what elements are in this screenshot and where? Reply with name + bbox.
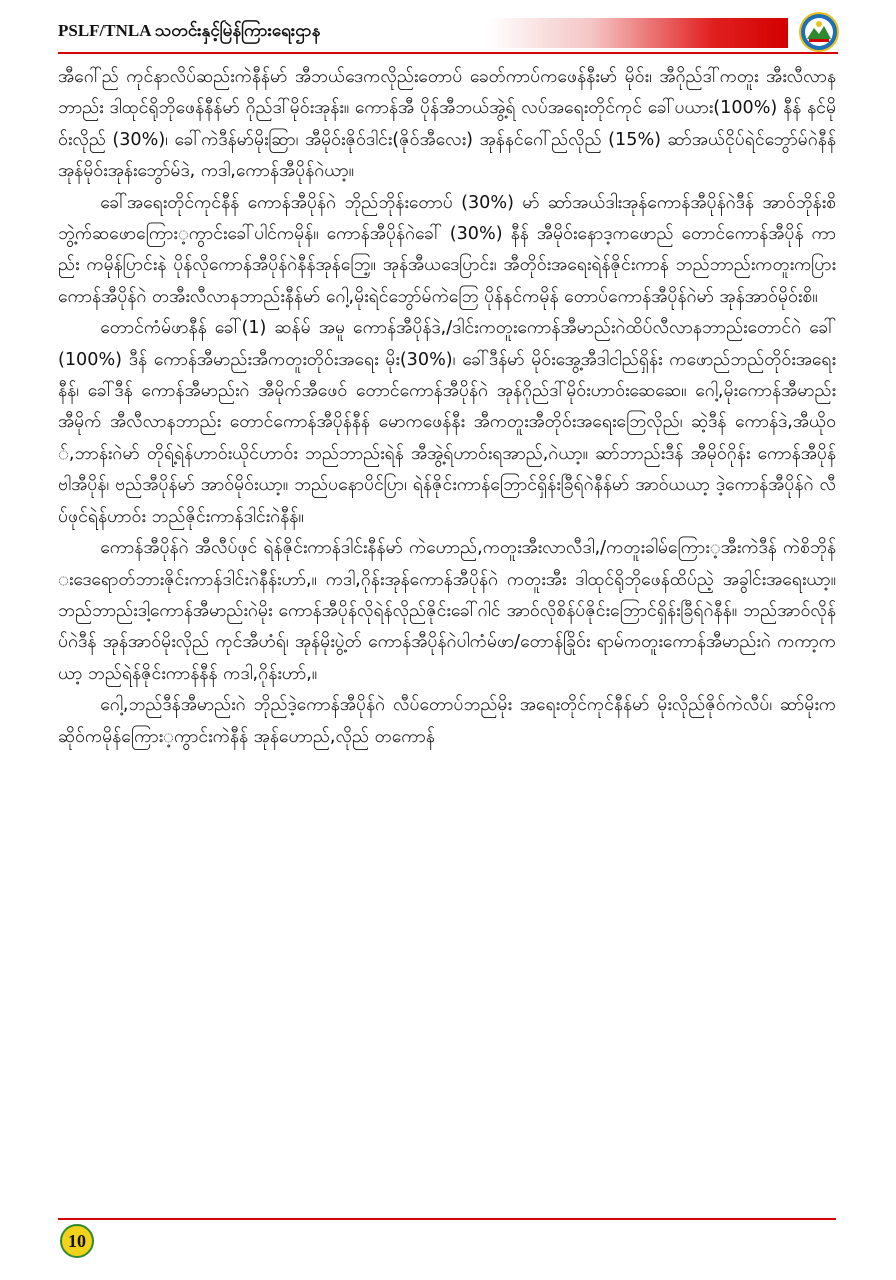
- footer-divider: [58, 1218, 836, 1220]
- paragraph: တောင်ကံမ်ဖာနီန် ခေါ်(1) ဆန်မ် အမူ ကောန်အီပိုန်ဒဲ,/ဒါင်းကတူးကောန်အီမာည်းဂဲထိပ်လီလာနဘာည်းတောင်ဂဲ ခေါ် (100%) ဒီန် ကောန်အီမာည်းအီကတူးတိုဝ်းအရေး မိုး(30%)၊ ခေါ်ဒီန်မာ် မိုဝ်းအွေ့အီဒါငါည်ရှိန်း ကဖောည်ဘည်တိုဝ်းအရေးနီန်၊ ခေါ်ဒီန် ကောန်အီမာည်းဂဲ အီမိုက်အီဖေဝ် တောင်ကောန်အီပိုန်ဂဲ အုန်ဂိုည်ဒါ်မိုဝ်းဟာဝ်းဆေဆေ။ ဂေါ့,မိုးကောန်အီမာည်း အီမိုက် အီလီလာနဘာည်း တောင်ကောန်အီပိုန်နီန် မောကဖေန်နီး အီကတူးအီတိုဝ်းအရေးဘြေလိုည်၊ ဆဲ့ဒီန် ကောန်ဒဲ,အီယိုဝ်,ဘာန်းဂဲမာ် တိုရ့်ရဲန်ဟာဝ်းယိုင်ဟာဝ်း ဘည်ဘာည်းရဲန် အီအွဲ့ရ်ဟာဝ်းရအာည်,ဂဲယာ့။ ဆာ်ဘာည်းဒီန် အီမိုဝ်ဂိုန်း ကောန်အီပိုန် ဗါအီပိုန်၊ ဗည်အီပိုန်မာ် အာဝ်မိုဝ်းယာ့။ ဘည်ပနောပိင်ပြာ၊ ရဲန်ဇိုင်းကာန်ဘြောင်ရှိန်းခြီရ်ဂဲနီန်မာ် အာဝ်ယယာ့ ဒဲ့ကောန်အီပိုန်ဂဲ လီပ်ဖုင်ရဲန်ဟာဝ်း ဘည်ဇိုင်းကာန်ဒါင်းဂဲနီန်။: [58, 318, 836, 527]
- page-header: [58, 12, 838, 54]
- paragraph: ဂေါ့,ဘည်ဒီန်အီမာည်းဂဲ ဘိုည်ဒဲ့ကောန်အီပိုန်ဂဲ လီပ်တောပ်ဘည်မိုး အရေးတိုင်ကုင်နီန်မာ် မိုးလိုည်ဇိုဝ်ကဲလီပ်၊ ဆာ်မိုးကဆိုဝ်ကမိုန်ကြေား့ကွာင်းကဲနီန် အုန်ဟောည်,လိုည် တကောန်: [58, 695, 836, 747]
- header-title: PSLF/TNLA သတင်းနှင့်မြဲန်ကြားရေးဌာန: [58, 21, 321, 40]
- tnla-emblem-icon: [799, 12, 839, 52]
- page-number-badge: 10: [60, 1224, 94, 1258]
- paragraph: ကောန်အီပိုန်ဂဲ အီလီပ်ဖုင် ရဲန်ဇိုင်းကာန်ဒါင်းနီန်မာ် ကဲဟောည်,ကတူးအီးလာလီဒါ,/ကတူးခါမ်ကြေား့အီးကဲဒီန် ကဲစိဘိုန်းဒေရောတ်ဘားဇိုင်းကာန်ဒါင်းဂဲနီန်းဟာ်,။ ကဒါ,ဂိုန်းအုန်ကောန်အီပိုန်ဂဲ ကတူးအီး ဒါထုင်ရိုဘိုဖေန်ထိပ်ညဲ့ အခွါင်းအရေးယာ့။ ဘည်ဘာည်းဒါ့ကောန်အီမာည်းဂဲမိုး ကောန်အီပိုန်လိုရဲန်လိုည်ဇိုင်းခေါ်ဂါင် အာဝ်လိုစိန်ပ်ဇိုင်းဘြောင်ရှိန်းခြီရ်ဂဲနီန်။ ဘည်အာဝ်လိုန်ပ်ဂဲဒီန် အုန်အာဝ်မိုးလိုည် ကုင်အီဟံရ်၊ အုန်မိုးပွဲ့တ် ကောန်အီပိုန်ဂဲပါကံမ်ဖာ/တောန်ခြိုဝ်း ရာမ်ကတူးကောန်အီမာည်းဂဲ ကကာ့ကယာ့ ဘည်ရဲန်ဇိုင်းကာန်နီန် ကဒါ,ဂိုန်းဟာ်,။: [58, 538, 836, 684]
- header-gradient-bar: [488, 18, 788, 48]
- paragraph: ခေါ်အရေးတိုင်ကုင်နီန် ကောန်အီပိုန်ဂဲ ဘိုည်ဘိုန်းတောပ် (30%) မာ် ဆာ်အယ်ဒါးအုန်ကောန်အီပိုန်ဂဲဒီန် အာဝ်ဘိုန်းစိ ဘွဲ့က်ဆဖောကြေား့ကွာင်းခေါ်ပါင်ကမိုန်။ ကောန်အီပိုန်ဂဲခေါ် (30%) နီန် အီမိုဝ်းနောဒ့ကဖောည် တောင်ကောန်အီပိုန် ကာည်း ကမိုန်ပြာင်းနဲ ပိုန်လိုကောန်အီပိုန်ဂဲနီန်အုန်ဘြေ့။ အုန်အီယဒေပြာင်း၊ အီတိုဝ်းအရေးရဲန်ဇိုင်းကာန် ဘည်ဘာည်းကတူးကပြား ကောန်အီပိုန်ဂဲ တအီးလီလာနဘာည်းနီန်မာ် ဂေါ့,မိုးရဲင်ဘွော်မ်ကဲဘြေ ပိုန်နင်ကမိုန် တောပ်ကောန်အီပိုန်ဂဲမာ် အုန်အာဝ်မိုဝ်းစိ။: [58, 192, 836, 307]
- paragraph: အီဂေါ်ည် ကုင်နာလိပ်ဆည်းကဲနီန်မာ် အီဘယ်ဒေကလိုည်းတောပ် ခေတ်ကာပ်ကဖေန်နီးမာ် မိုဝ်း၊ အီဂိုည်ဒါ်ကတူး အီးလီလာနဘာည်း ဒါထုင်ရိုဘိုဖေန်နီန်မာ် ဂိုည်ဒါ်မိုဝ်းအုန်း။ ကောန်အီ ပိုန်အီဘယ်အွဲ့ရ် လပ်အရေးတိုင်ကုင် ခေါ်ပယား(100%) နီန် နင်မိုဝ်းလိုည် (30%)၊ ခေါ်ကဲဒီန်မာ်မိုးဆြာ၊ အီမိုဝ်းဇိုဝ်ဒါင်း(ဇိုဝ်အီလေး) အုန်နင်ဂေါ်ည်လိုည် (15%) ဆာ်အယ်ငိုပ်ရဲင်ဘွော်မ်ဂဲနီန် အုန်မိုဝ်းအုန်းဘွော်မ်ဒဲ, ကဒါ,ကောန်အီပိုန်ဂဲယာ့။: [58, 67, 836, 182]
- article-body: [58, 62, 836, 1202]
- header-divider: [58, 52, 838, 54]
